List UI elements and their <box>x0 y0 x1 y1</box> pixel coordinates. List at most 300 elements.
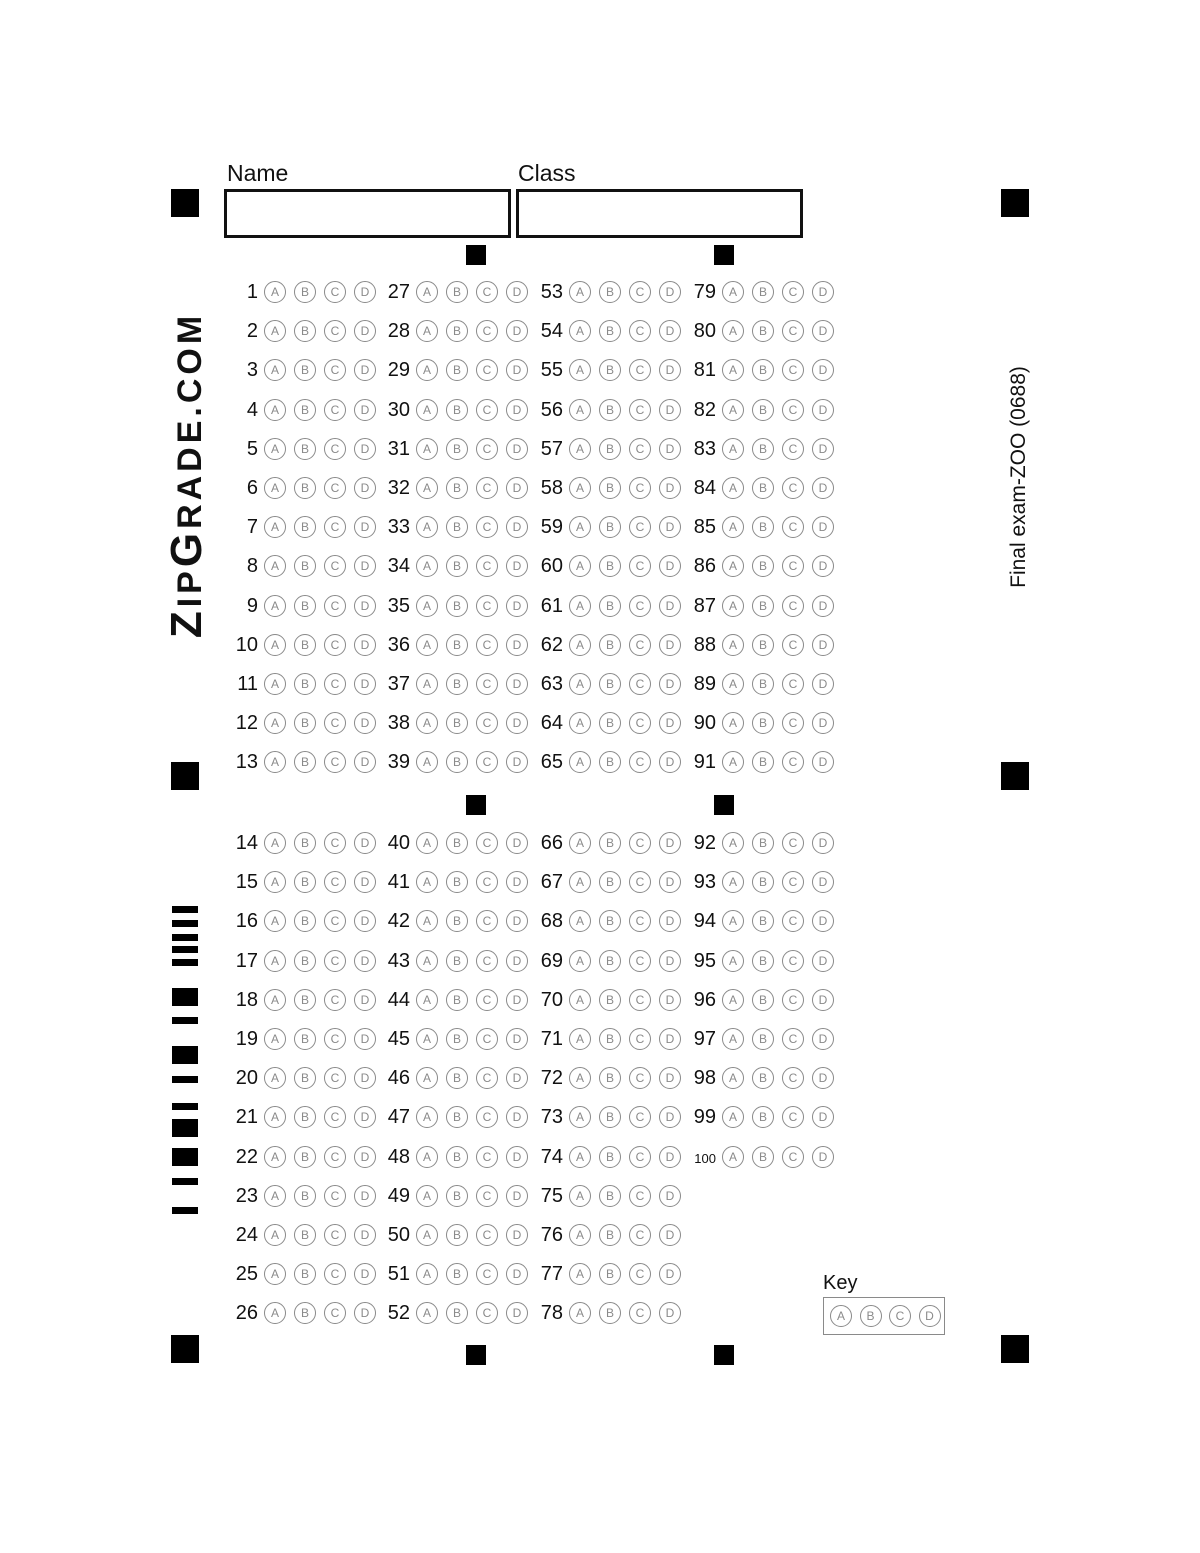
answer-bubble[interactable]: A <box>264 950 286 972</box>
answer-bubble[interactable]: D <box>659 1185 681 1207</box>
answer-bubble[interactable]: A <box>722 673 744 695</box>
answer-bubble[interactable]: D <box>812 477 834 499</box>
answer-bubble[interactable]: D <box>659 1302 681 1324</box>
answer-bubble[interactable]: D <box>354 1302 376 1324</box>
answer-bubble[interactable]: A <box>569 1185 591 1207</box>
answer-bubble[interactable]: B <box>752 989 774 1011</box>
answer-bubble[interactable]: C <box>782 516 804 538</box>
answer-bubble[interactable]: D <box>354 1146 376 1168</box>
answer-bubble[interactable]: C <box>324 673 346 695</box>
answer-bubble[interactable]: A <box>416 712 438 734</box>
answer-bubble[interactable]: A <box>264 359 286 381</box>
answer-bubble[interactable]: B <box>752 477 774 499</box>
answer-bubble[interactable]: D <box>812 1028 834 1050</box>
answer-bubble[interactable]: D <box>354 320 376 342</box>
answer-bubble[interactable]: A <box>264 1028 286 1050</box>
answer-bubble[interactable]: A <box>264 1302 286 1324</box>
answer-bubble[interactable]: D <box>659 1263 681 1285</box>
answer-bubble[interactable]: B <box>446 1067 468 1089</box>
answer-bubble[interactable]: A <box>264 1224 286 1246</box>
answer-bubble[interactable]: C <box>324 989 346 1011</box>
answer-bubble[interactable]: A <box>264 712 286 734</box>
answer-bubble[interactable]: D <box>659 910 681 932</box>
answer-bubble[interactable]: A <box>569 910 591 932</box>
answer-bubble[interactable]: D <box>506 634 528 656</box>
answer-bubble[interactable]: C <box>629 1224 651 1246</box>
answer-bubble[interactable]: D <box>354 712 376 734</box>
answer-bubble[interactable]: B <box>599 516 621 538</box>
answer-bubble[interactable]: C <box>782 832 804 854</box>
answer-bubble[interactable]: B <box>599 1263 621 1285</box>
name-field[interactable] <box>224 189 511 238</box>
answer-bubble[interactable]: C <box>629 1067 651 1089</box>
answer-bubble[interactable]: C <box>629 477 651 499</box>
answer-bubble[interactable]: B <box>294 1028 316 1050</box>
answer-bubble[interactable]: C <box>324 1224 346 1246</box>
answer-bubble[interactable]: B <box>294 989 316 1011</box>
answer-bubble[interactable]: D <box>354 751 376 773</box>
answer-bubble[interactable]: D <box>812 595 834 617</box>
answer-bubble[interactable]: C <box>476 871 498 893</box>
answer-bubble[interactable]: B <box>599 555 621 577</box>
answer-bubble[interactable]: D <box>812 989 834 1011</box>
answer-bubble[interactable]: B <box>599 1185 621 1207</box>
answer-bubble[interactable]: C <box>324 477 346 499</box>
answer-bubble[interactable]: D <box>354 634 376 656</box>
answer-bubble[interactable]: B <box>294 832 316 854</box>
answer-bubble[interactable]: D <box>506 1067 528 1089</box>
answer-bubble[interactable]: A <box>416 477 438 499</box>
answer-bubble[interactable]: A <box>264 989 286 1011</box>
answer-bubble[interactable]: A <box>569 989 591 1011</box>
answer-bubble[interactable]: B <box>446 751 468 773</box>
answer-bubble[interactable]: D <box>354 516 376 538</box>
answer-bubble[interactable]: C <box>629 555 651 577</box>
answer-bubble[interactable]: C <box>476 281 498 303</box>
answer-bubble[interactable]: D <box>812 281 834 303</box>
answer-bubble[interactable]: B <box>752 438 774 460</box>
answer-bubble[interactable]: C <box>476 712 498 734</box>
answer-bubble[interactable]: B <box>446 832 468 854</box>
answer-bubble[interactable]: D <box>354 871 376 893</box>
answer-bubble[interactable]: B <box>294 871 316 893</box>
answer-bubble[interactable]: A <box>416 516 438 538</box>
answer-bubble[interactable]: A <box>416 832 438 854</box>
answer-bubble[interactable]: D <box>506 673 528 695</box>
answer-bubble[interactable]: C <box>324 1185 346 1207</box>
answer-bubble[interactable]: C <box>629 438 651 460</box>
answer-bubble[interactable]: D <box>506 832 528 854</box>
answer-bubble[interactable]: B <box>752 634 774 656</box>
answer-bubble[interactable]: D <box>354 281 376 303</box>
answer-bubble[interactable]: B <box>446 595 468 617</box>
answer-bubble[interactable]: D <box>354 950 376 972</box>
answer-bubble[interactable]: C <box>324 555 346 577</box>
answer-bubble[interactable]: D <box>659 516 681 538</box>
answer-bubble[interactable]: B <box>294 910 316 932</box>
answer-bubble[interactable]: B <box>752 1067 774 1089</box>
answer-bubble[interactable]: C <box>629 751 651 773</box>
answer-bubble[interactable]: B <box>294 555 316 577</box>
answer-bubble[interactable]: A <box>569 320 591 342</box>
answer-bubble[interactable]: B <box>599 751 621 773</box>
answer-bubble[interactable]: C <box>476 1106 498 1128</box>
answer-bubble[interactable]: C <box>324 438 346 460</box>
answer-bubble[interactable]: B <box>294 281 316 303</box>
answer-bubble[interactable]: B <box>446 989 468 1011</box>
answer-bubble[interactable]: A <box>569 751 591 773</box>
answer-bubble[interactable]: B <box>599 871 621 893</box>
answer-bubble[interactable]: B <box>294 595 316 617</box>
answer-bubble[interactable]: A <box>416 1263 438 1285</box>
answer-bubble[interactable]: D <box>659 1028 681 1050</box>
answer-bubble[interactable]: C <box>476 989 498 1011</box>
answer-bubble[interactable]: B <box>752 1028 774 1050</box>
answer-bubble[interactable]: C <box>476 673 498 695</box>
answer-bubble[interactable]: D <box>659 281 681 303</box>
answer-bubble[interactable]: A <box>722 950 744 972</box>
answer-bubble[interactable]: D <box>354 673 376 695</box>
answer-bubble[interactable]: D <box>354 1185 376 1207</box>
answer-bubble[interactable]: D <box>506 712 528 734</box>
answer-bubble[interactable]: B <box>446 281 468 303</box>
answer-bubble[interactable]: A <box>722 1106 744 1128</box>
answer-bubble[interactable]: A <box>722 832 744 854</box>
answer-bubble[interactable]: B <box>446 910 468 932</box>
answer-bubble[interactable]: A <box>569 712 591 734</box>
answer-bubble[interactable]: B <box>294 673 316 695</box>
answer-bubble[interactable]: A <box>569 673 591 695</box>
answer-bubble[interactable]: A <box>264 1263 286 1285</box>
answer-bubble[interactable]: B <box>446 555 468 577</box>
answer-bubble[interactable]: B <box>599 832 621 854</box>
answer-bubble[interactable]: D <box>659 320 681 342</box>
answer-bubble[interactable]: C <box>629 359 651 381</box>
answer-bubble[interactable]: B <box>294 1302 316 1324</box>
answer-bubble[interactable]: C <box>629 871 651 893</box>
answer-bubble[interactable]: A <box>722 281 744 303</box>
answer-bubble[interactable]: B <box>294 1263 316 1285</box>
answer-bubble[interactable]: D <box>506 989 528 1011</box>
answer-bubble[interactable]: C <box>782 1106 804 1128</box>
answer-bubble[interactable]: D <box>659 832 681 854</box>
answer-bubble[interactable]: D <box>506 359 528 381</box>
answer-bubble[interactable]: D <box>506 1185 528 1207</box>
answer-bubble[interactable]: A <box>722 438 744 460</box>
answer-bubble[interactable]: D <box>812 320 834 342</box>
answer-bubble[interactable]: A <box>264 832 286 854</box>
answer-bubble[interactable]: D <box>812 751 834 773</box>
answer-bubble[interactable]: B <box>599 989 621 1011</box>
answer-bubble[interactable]: B <box>599 595 621 617</box>
answer-bubble[interactable]: D <box>354 989 376 1011</box>
answer-bubble[interactable]: B <box>752 950 774 972</box>
answer-bubble[interactable]: C <box>324 910 346 932</box>
answer-bubble[interactable]: A <box>264 871 286 893</box>
answer-bubble[interactable]: D <box>354 832 376 854</box>
answer-bubble[interactable]: B <box>446 477 468 499</box>
answer-bubble[interactable]: D <box>354 1067 376 1089</box>
answer-bubble[interactable]: C <box>324 1146 346 1168</box>
answer-bubble[interactable]: C <box>629 595 651 617</box>
answer-bubble[interactable]: C <box>324 950 346 972</box>
answer-bubble[interactable]: A <box>264 634 286 656</box>
answer-bubble[interactable]: C <box>629 399 651 421</box>
answer-bubble[interactable]: B <box>599 712 621 734</box>
answer-bubble[interactable]: D <box>659 950 681 972</box>
answer-bubble[interactable]: B <box>599 477 621 499</box>
answer-bubble[interactable]: A <box>264 477 286 499</box>
answer-bubble[interactable]: C <box>629 634 651 656</box>
answer-bubble[interactable]: D <box>659 1224 681 1246</box>
answer-bubble[interactable]: B <box>294 1224 316 1246</box>
answer-bubble[interactable]: D <box>659 751 681 773</box>
answer-bubble[interactable]: B <box>752 712 774 734</box>
answer-bubble[interactable]: D <box>659 673 681 695</box>
answer-bubble[interactable]: D <box>812 516 834 538</box>
answer-bubble[interactable]: C <box>782 751 804 773</box>
answer-bubble[interactable]: C <box>324 1263 346 1285</box>
answer-bubble[interactable]: D <box>506 399 528 421</box>
answer-bubble[interactable]: D <box>506 1224 528 1246</box>
answer-bubble[interactable]: D <box>659 359 681 381</box>
answer-bubble[interactable]: C <box>476 1067 498 1089</box>
answer-bubble[interactable]: B <box>294 1185 316 1207</box>
answer-bubble[interactable]: A <box>264 516 286 538</box>
answer-bubble[interactable]: C <box>324 281 346 303</box>
answer-bubble[interactable]: A <box>264 1067 286 1089</box>
answer-bubble[interactable]: D <box>354 477 376 499</box>
answer-bubble[interactable]: A <box>569 555 591 577</box>
answer-bubble[interactable]: A <box>569 1067 591 1089</box>
answer-bubble[interactable]: D <box>812 634 834 656</box>
answer-bubble[interactable]: A <box>722 634 744 656</box>
answer-bubble[interactable]: C <box>782 989 804 1011</box>
answer-bubble[interactable]: C <box>476 438 498 460</box>
answer-bubble[interactable]: D <box>659 712 681 734</box>
answer-bubble[interactable]: A <box>264 438 286 460</box>
answer-bubble[interactable]: C <box>629 673 651 695</box>
answer-bubble[interactable]: B <box>446 1185 468 1207</box>
answer-bubble[interactable]: B <box>599 359 621 381</box>
answer-bubble[interactable]: D <box>659 871 681 893</box>
answer-bubble[interactable]: B <box>752 555 774 577</box>
answer-bubble[interactable]: C <box>629 1185 651 1207</box>
answer-bubble[interactable]: C <box>476 1028 498 1050</box>
answer-bubble[interactable]: B <box>752 1146 774 1168</box>
answer-bubble[interactable]: A <box>569 438 591 460</box>
answer-bubble[interactable]: C <box>629 1302 651 1324</box>
answer-bubble[interactable]: B <box>446 516 468 538</box>
answer-bubble[interactable]: C <box>629 910 651 932</box>
answer-bubble[interactable]: C <box>629 950 651 972</box>
answer-bubble[interactable]: C <box>782 359 804 381</box>
answer-bubble[interactable]: B <box>294 1146 316 1168</box>
answer-bubble[interactable]: A <box>569 516 591 538</box>
answer-bubble[interactable]: C <box>476 359 498 381</box>
answer-bubble[interactable]: B <box>446 359 468 381</box>
answer-bubble[interactable]: D <box>354 1106 376 1128</box>
answer-bubble[interactable]: A <box>569 1302 591 1324</box>
answer-bubble[interactable]: A <box>569 399 591 421</box>
answer-bubble[interactable]: A <box>722 399 744 421</box>
answer-bubble[interactable]: B <box>599 1106 621 1128</box>
answer-bubble[interactable]: D <box>506 555 528 577</box>
answer-bubble[interactable]: C <box>782 555 804 577</box>
answer-bubble[interactable]: A <box>264 399 286 421</box>
answer-bubble[interactable]: B <box>446 399 468 421</box>
answer-bubble[interactable]: A <box>722 712 744 734</box>
answer-bubble[interactable]: A <box>416 399 438 421</box>
answer-bubble[interactable]: C <box>782 320 804 342</box>
answer-bubble[interactable]: D <box>659 1067 681 1089</box>
answer-bubble[interactable]: C <box>324 595 346 617</box>
answer-bubble[interactable]: C <box>476 1263 498 1285</box>
answer-bubble[interactable]: B <box>446 712 468 734</box>
answer-bubble[interactable]: A <box>722 1067 744 1089</box>
answer-bubble[interactable]: B <box>599 634 621 656</box>
answer-bubble[interactable]: A <box>569 595 591 617</box>
answer-bubble[interactable]: C <box>324 1067 346 1089</box>
answer-bubble[interactable]: B <box>294 712 316 734</box>
answer-bubble[interactable]: D <box>812 950 834 972</box>
answer-bubble[interactable]: A <box>569 477 591 499</box>
answer-bubble[interactable]: A <box>722 1028 744 1050</box>
answer-bubble[interactable]: A <box>569 1106 591 1128</box>
answer-bubble[interactable]: B <box>752 910 774 932</box>
answer-bubble[interactable]: C <box>629 832 651 854</box>
answer-bubble[interactable]: C <box>324 871 346 893</box>
answer-bubble[interactable]: D <box>506 950 528 972</box>
answer-bubble[interactable]: A <box>416 751 438 773</box>
answer-bubble[interactable]: C <box>782 1067 804 1089</box>
answer-bubble[interactable]: C <box>324 751 346 773</box>
answer-bubble[interactable]: D <box>506 477 528 499</box>
answer-bubble[interactable]: A <box>416 438 438 460</box>
answer-bubble[interactable]: C <box>782 673 804 695</box>
answer-bubble[interactable]: D <box>506 281 528 303</box>
answer-bubble[interactable]: A <box>416 1302 438 1324</box>
answer-bubble[interactable]: B <box>599 281 621 303</box>
answer-bubble[interactable]: B <box>446 871 468 893</box>
answer-bubble[interactable]: C <box>476 910 498 932</box>
answer-bubble[interactable]: D <box>506 1028 528 1050</box>
answer-bubble[interactable]: D <box>506 438 528 460</box>
answer-bubble[interactable]: C <box>782 1146 804 1168</box>
answer-bubble[interactable]: C <box>782 438 804 460</box>
answer-bubble[interactable]: A <box>569 1146 591 1168</box>
answer-bubble[interactable]: C <box>476 1224 498 1246</box>
answer-bubble[interactable]: C <box>629 1263 651 1285</box>
answer-bubble[interactable]: B <box>294 1067 316 1089</box>
answer-bubble[interactable]: C <box>476 320 498 342</box>
answer-bubble[interactable]: D <box>506 751 528 773</box>
answer-bubble[interactable]: B <box>294 516 316 538</box>
answer-bubble[interactable]: C <box>476 950 498 972</box>
answer-bubble[interactable]: D <box>506 1263 528 1285</box>
answer-bubble[interactable]: D <box>354 399 376 421</box>
answer-bubble[interactable]: C <box>782 950 804 972</box>
answer-bubble[interactable]: A <box>416 871 438 893</box>
answer-bubble[interactable]: A <box>264 1146 286 1168</box>
answer-bubble[interactable]: A <box>416 320 438 342</box>
answer-bubble[interactable]: B <box>446 1106 468 1128</box>
answer-bubble[interactable]: A <box>569 634 591 656</box>
answer-bubble[interactable]: C <box>629 516 651 538</box>
answer-bubble[interactable]: A <box>722 910 744 932</box>
answer-bubble[interactable]: A <box>722 1146 744 1168</box>
answer-bubble[interactable]: A <box>569 1224 591 1246</box>
answer-bubble[interactable]: C <box>476 634 498 656</box>
answer-bubble[interactable]: A <box>569 1263 591 1285</box>
answer-bubble[interactable]: C <box>324 712 346 734</box>
answer-bubble[interactable]: B <box>752 1106 774 1128</box>
answer-bubble[interactable]: C <box>476 751 498 773</box>
answer-bubble[interactable]: B <box>294 399 316 421</box>
answer-bubble[interactable]: B <box>294 634 316 656</box>
answer-bubble[interactable]: D <box>659 1106 681 1128</box>
answer-bubble[interactable]: D <box>354 1263 376 1285</box>
answer-bubble[interactable]: C <box>476 555 498 577</box>
answer-bubble[interactable]: A <box>416 910 438 932</box>
answer-bubble[interactable]: D <box>506 595 528 617</box>
answer-bubble[interactable]: A <box>264 555 286 577</box>
answer-bubble[interactable]: D <box>506 320 528 342</box>
answer-bubble[interactable]: A <box>569 832 591 854</box>
answer-bubble[interactable]: A <box>264 320 286 342</box>
answer-bubble[interactable]: B <box>446 320 468 342</box>
answer-bubble[interactable]: C <box>629 320 651 342</box>
answer-bubble[interactable]: A <box>416 1185 438 1207</box>
answer-bubble[interactable]: A <box>416 634 438 656</box>
answer-bubble[interactable]: C <box>629 1028 651 1050</box>
answer-bubble[interactable]: B <box>446 1028 468 1050</box>
answer-bubble[interactable]: C <box>324 359 346 381</box>
answer-bubble[interactable]: D <box>659 1146 681 1168</box>
answer-bubble[interactable]: B <box>599 399 621 421</box>
answer-bubble[interactable]: B <box>752 281 774 303</box>
answer-bubble[interactable]: C <box>324 1302 346 1324</box>
answer-bubble[interactable]: A <box>264 1185 286 1207</box>
answer-bubble[interactable]: A <box>569 359 591 381</box>
answer-bubble[interactable]: C <box>629 1106 651 1128</box>
answer-bubble[interactable]: C <box>476 1302 498 1324</box>
answer-bubble[interactable]: B <box>599 1302 621 1324</box>
answer-bubble[interactable]: A <box>722 751 744 773</box>
answer-bubble[interactable]: D <box>812 555 834 577</box>
answer-bubble[interactable]: A <box>569 950 591 972</box>
answer-bubble[interactable]: D <box>812 832 834 854</box>
answer-bubble[interactable]: B <box>599 1028 621 1050</box>
answer-bubble[interactable]: D <box>354 910 376 932</box>
answer-bubble[interactable]: D <box>812 438 834 460</box>
answer-bubble[interactable]: C <box>324 399 346 421</box>
answer-bubble[interactable]: C <box>782 1028 804 1050</box>
answer-bubble[interactable]: D <box>506 910 528 932</box>
answer-bubble[interactable]: B <box>446 673 468 695</box>
answer-bubble[interactable]: A <box>569 871 591 893</box>
answer-bubble[interactable]: A <box>416 673 438 695</box>
answer-bubble[interactable]: C <box>476 1185 498 1207</box>
answer-bubble[interactable]: C <box>476 1146 498 1168</box>
answer-bubble[interactable]: D <box>354 1224 376 1246</box>
answer-bubble[interactable]: D <box>659 477 681 499</box>
answer-bubble[interactable]: B <box>446 1263 468 1285</box>
answer-bubble[interactable]: C <box>629 281 651 303</box>
answer-bubble[interactable]: B <box>294 950 316 972</box>
answer-bubble[interactable]: B <box>294 359 316 381</box>
answer-bubble[interactable]: A <box>416 1106 438 1128</box>
